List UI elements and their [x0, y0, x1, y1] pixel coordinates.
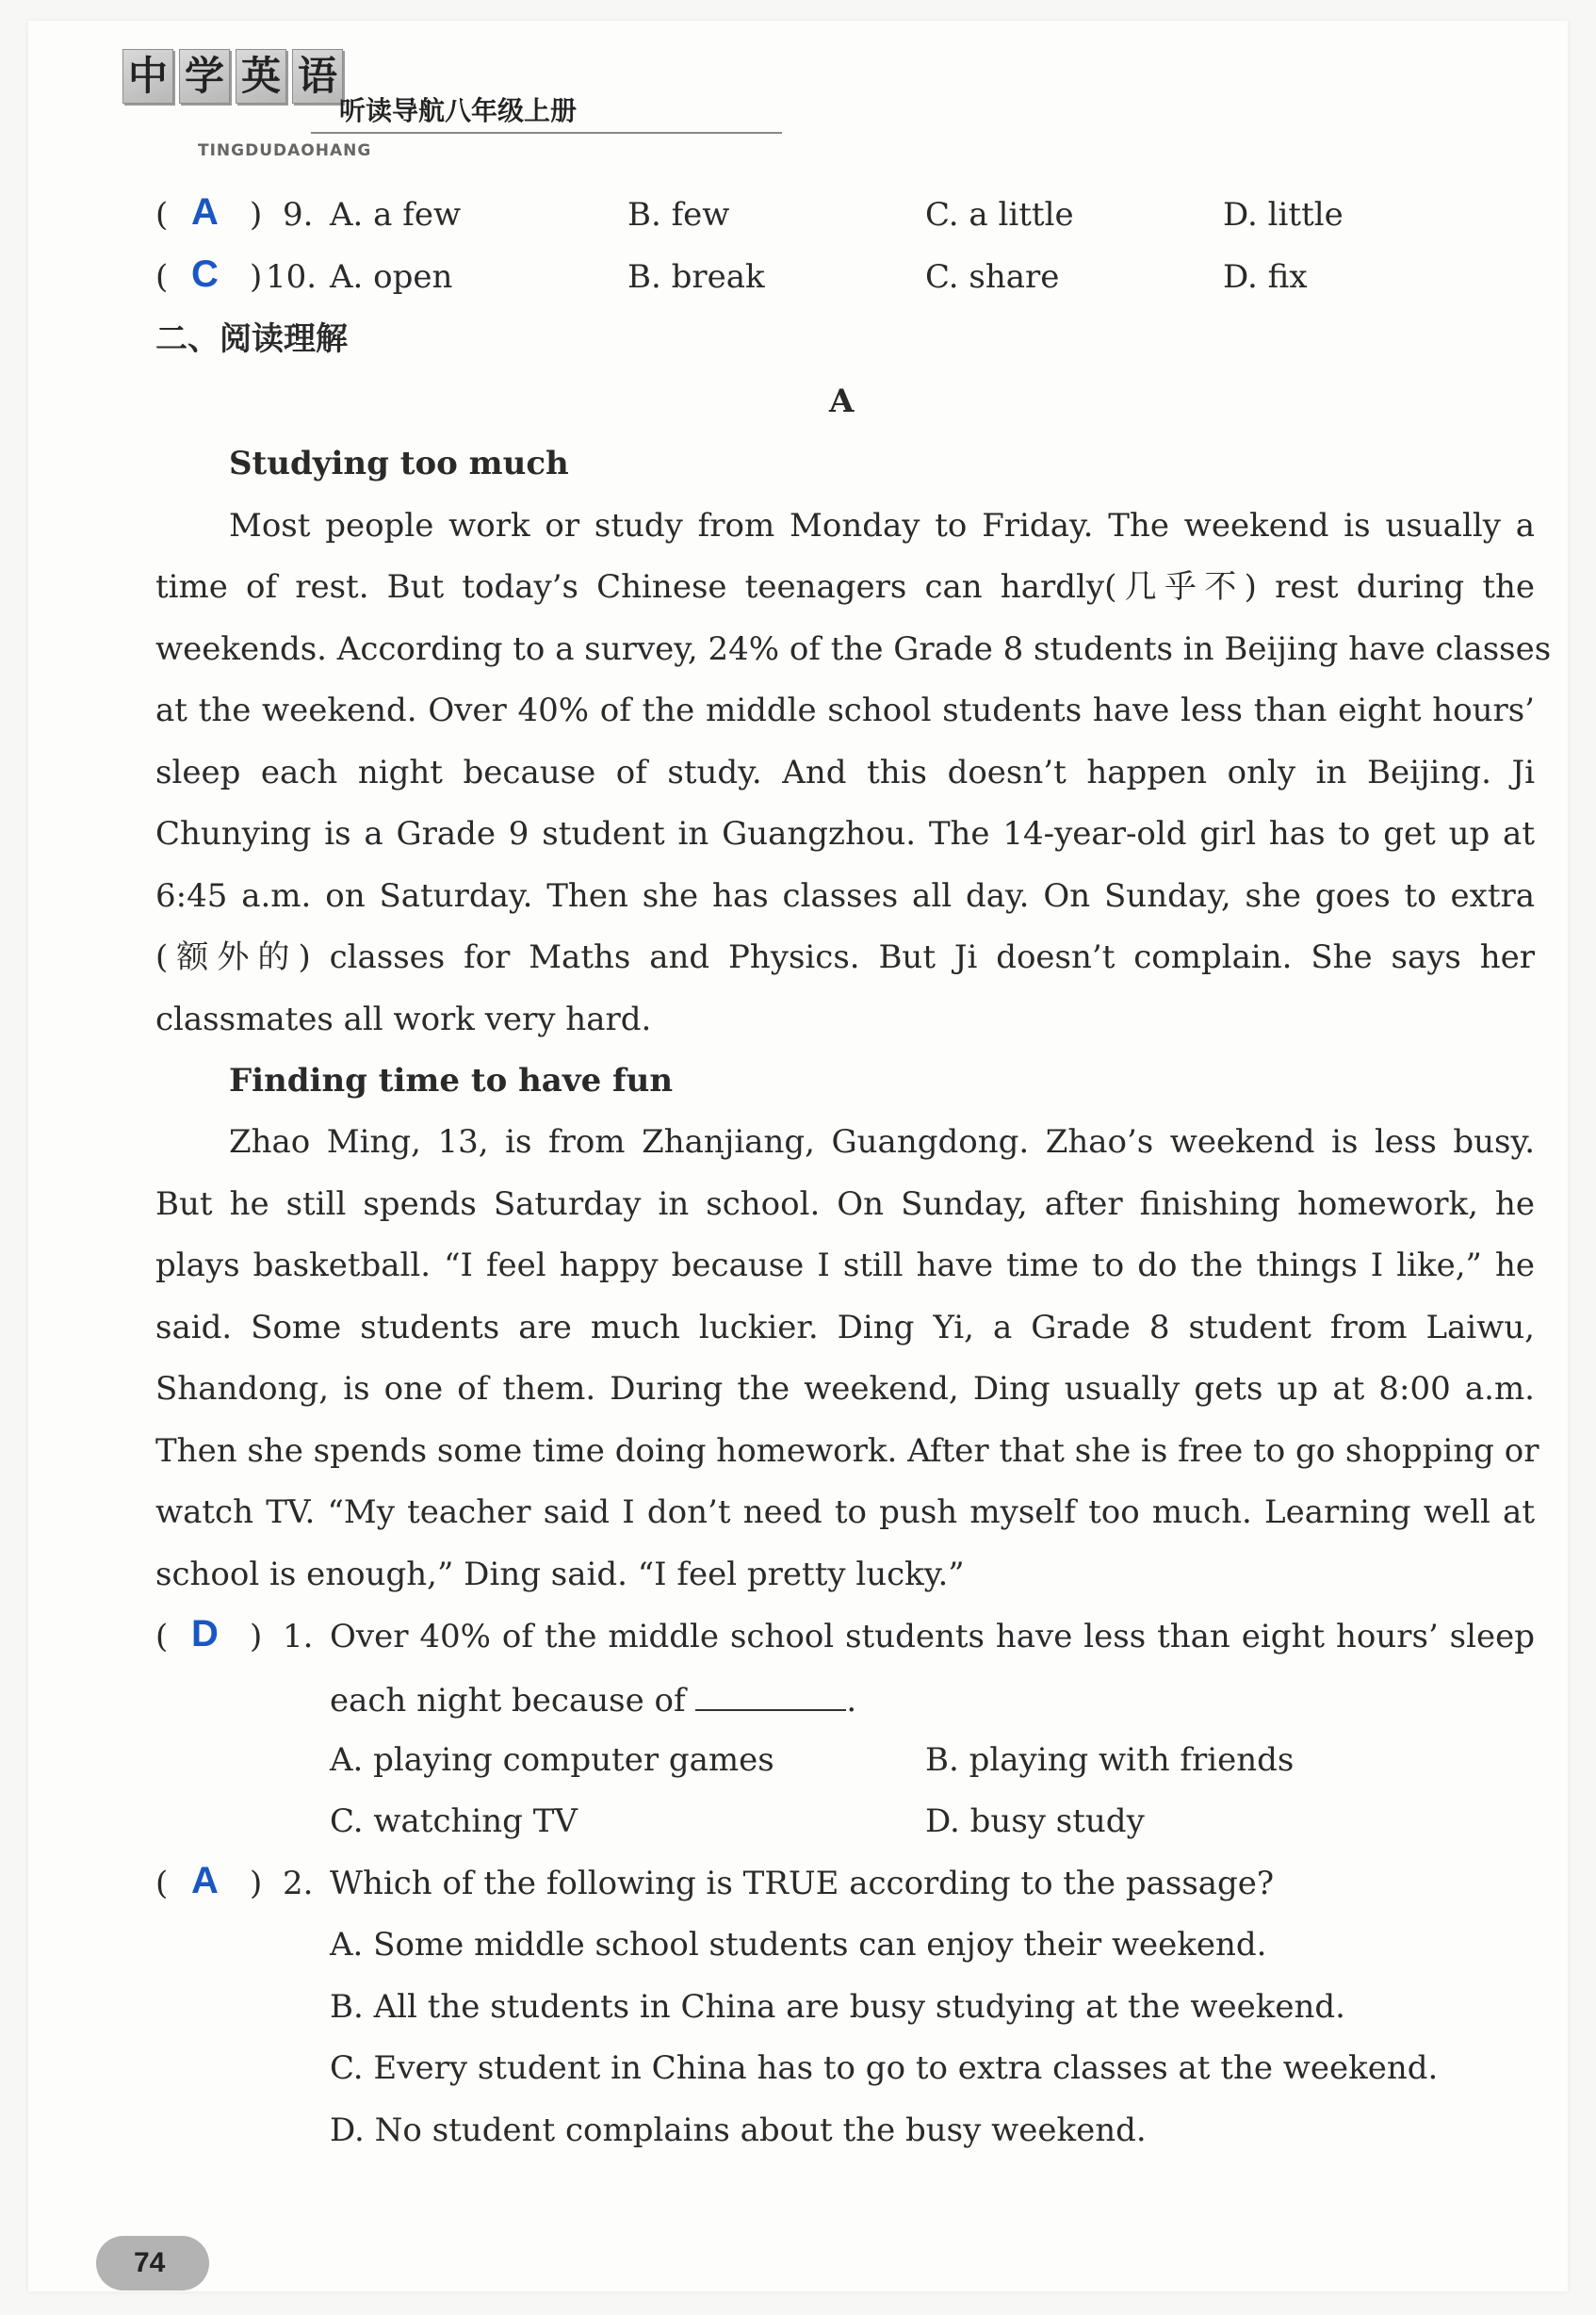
option: C. watching TV	[330, 1802, 578, 1840]
option: B. playing with friends	[925, 1741, 1295, 1779]
passage-label: A	[829, 383, 855, 420]
passage-line: But he still spends Saturday in school. On Sunday, after finishing homework, he	[155, 1185, 1535, 1223]
answer-mark: A	[191, 1860, 219, 1901]
passage-line: (额外的) classes for Maths and Physics. But Ji doesn’t complain. She says her	[155, 938, 1535, 976]
option: B. few	[627, 196, 730, 234]
passage-line: Shandong, is one of them. During the weekend, Ding usually gets up at 8:00 a.m.	[155, 1370, 1535, 1408]
option: A. open	[330, 258, 453, 296]
question-number: 1.	[283, 1618, 314, 1655]
answer-blank	[695, 1677, 846, 1711]
answer-mark: C	[191, 253, 219, 295]
passage-line: plays basketball. “I feel happy because I still have time to do the things I like,” he	[155, 1247, 1535, 1284]
passage-line: sleep each night because of study. And this doesn’t happen only in Beijing. Ji	[155, 754, 1535, 791]
section-title: 二、阅读理解	[155, 320, 348, 358]
answer-paren-close: )	[250, 1618, 263, 1655]
header-rule	[311, 132, 782, 134]
option: D. busy study	[925, 1802, 1145, 1840]
passage-line: Then she spends some time doing homework. After that she is free to go shopping or	[155, 1432, 1539, 1470]
book-pinyin: TINGDUDAOHANG	[198, 141, 372, 160]
question-number: 9.	[283, 196, 314, 234]
option: C. share	[925, 258, 1060, 296]
answer-paren-open: (	[155, 1865, 169, 1902]
answer-paren-open: (	[155, 1618, 169, 1655]
logo-char: 中	[122, 49, 173, 104]
option: B. break	[627, 258, 765, 296]
passage-line: school is enough,” Ding said. “I feel pretty lucky.”	[155, 1556, 965, 1593]
passage-subheading: Studying too much	[229, 445, 569, 482]
passage-line: Chunying is a Grade 9 student in Guangzhou. The 14-year-old girl has to get up at	[155, 815, 1535, 853]
question-stem: Which of the following is TRUE according to the passage?	[330, 1865, 1275, 1902]
logo-char: 学	[179, 49, 230, 104]
answer-paren-close: )	[250, 258, 263, 296]
option: A. playing computer games	[330, 1741, 774, 1779]
option: D. No student complains about the busy weekend.	[330, 2111, 1147, 2149]
option: B. All the students in China are busy studying at the weekend.	[330, 1988, 1345, 2026]
question-stem: Over 40% of the middle school students have less than eight hours’ sleep	[330, 1618, 1535, 1655]
logo-char: 语	[292, 49, 343, 104]
option: D. little	[1223, 196, 1344, 234]
option: A. a few	[330, 196, 462, 234]
option: C. Every student in China has to go to extra classes at the weekend.	[330, 2049, 1439, 2087]
book-subtitle: 听读导航八年级上册	[339, 95, 578, 126]
passage-line: Zhao Ming, 13, is from Zhanjiang, Guangdong. Zhao’s weekend is less busy.	[229, 1123, 1535, 1161]
passage-line: Most people work or study from Monday to Friday. The weekend is usually a	[229, 507, 1535, 545]
passage-line: 6:45 a.m. on Saturday. Then she has classes all day. On Sunday, she goes to extra	[155, 877, 1535, 915]
question-stem: each night because of .	[330, 1677, 856, 1721]
answer-mark: D	[191, 1613, 219, 1655]
question-number: 10.	[266, 258, 318, 296]
option: D. fix	[1223, 258, 1308, 296]
passage-line: time of rest. But today’s Chinese teenagers can hardly(几乎不) rest during the	[155, 568, 1535, 606]
question-number: 2.	[283, 1865, 314, 1902]
option: A. Some middle school students can enjoy their weekend.	[330, 1926, 1267, 1964]
page-number: 74	[96, 2236, 209, 2291]
answer-paren-open: (	[155, 196, 169, 234]
passage-line: weekends. According to a survey, 24% of the Grade 8 students in Beijing have classes	[155, 630, 1552, 668]
option: C. a little	[925, 196, 1074, 234]
answer-paren-open: (	[155, 258, 169, 296]
passage-subheading: Finding time to have fun	[229, 1062, 674, 1100]
answer-paren-close: )	[250, 196, 263, 234]
passage-line: watch TV. “My teacher said I don’t need to push myself too much. Learning well at	[155, 1493, 1535, 1531]
passage-line: at the weekend. Over 40% of the middle school students have less than eight hours’	[155, 692, 1535, 729]
passage-line: classmates all work very hard.	[155, 1001, 652, 1038]
passage-line: said. Some students are much luckier. Ding Yi, a Grade 8 student from Laiwu,	[155, 1309, 1535, 1346]
logo-char: 英	[236, 49, 286, 104]
answer-mark: A	[191, 191, 219, 233]
answer-paren-close: )	[250, 1865, 263, 1902]
